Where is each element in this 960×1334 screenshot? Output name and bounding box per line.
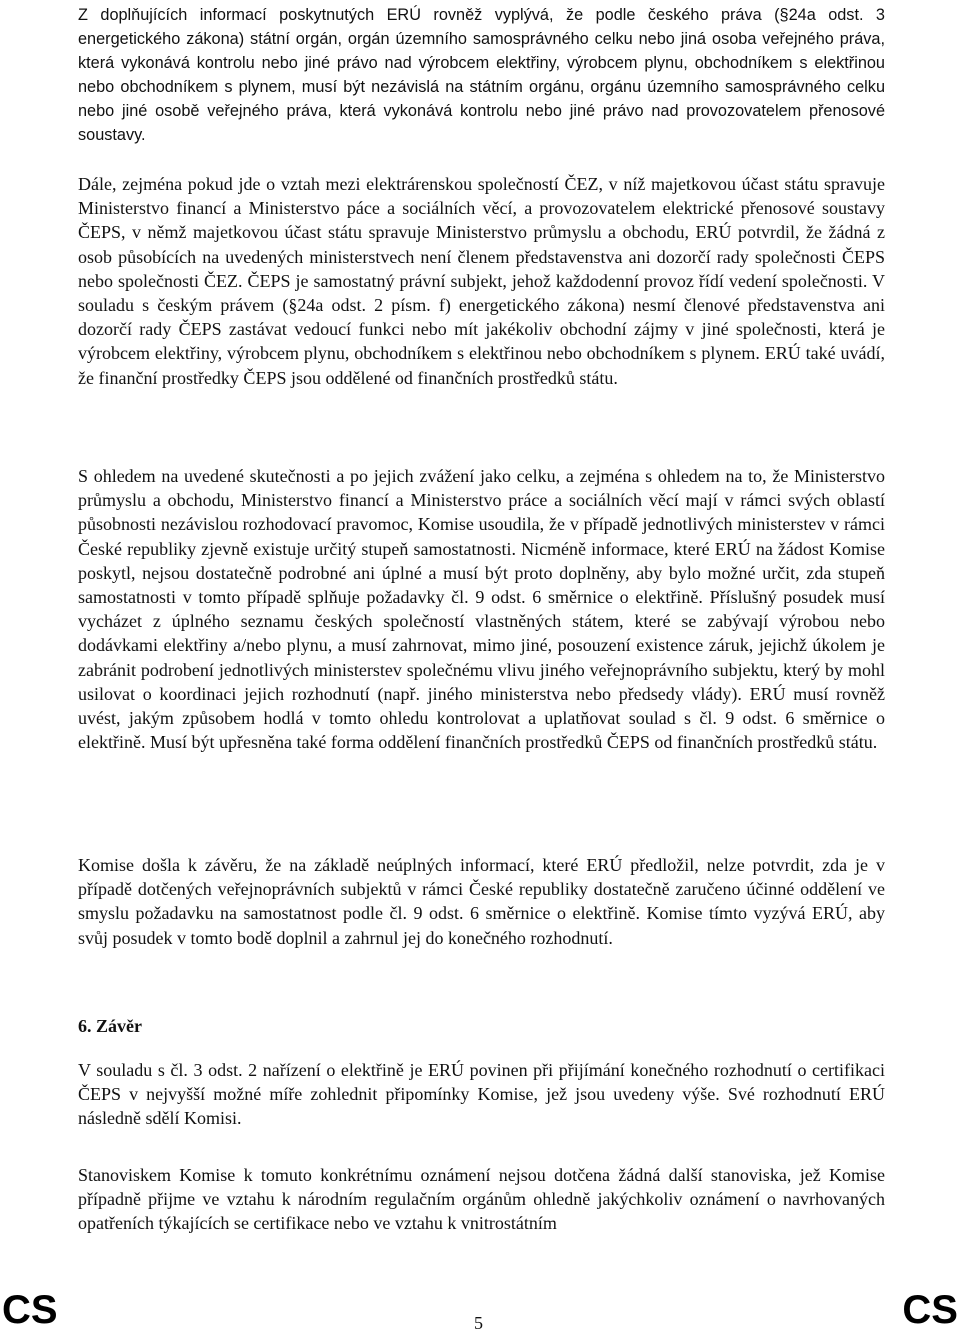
paragraph-additional-information: Z doplňujících informací poskytnutých ERÚ rovněž vyplývá, že podle českého práva (§24a odst. 3 energetického zákona) státní orgán, orgán územního samosprávného celku nebo jiná osoba veřejného práva, která vykonává kontrolu nebo jiné právo nad výrobcem elektřiny, výrobcem plynu, obchodníkem s elektřinou nebo obchodníkem s plynem, musí být nezávislá na státním orgánu, orgánu územního samosprávného celku nebo jiné osobě veřejného práva, která vykonává kontrolu nebo jiné právo nad provozovatelem přenosové soustavy. — [78, 6, 885, 144]
footer-language-right: CS — [902, 1288, 958, 1332]
paragraph-regulation-compliance: V souladu s čl. 3 odst. 2 nařízení o elektřině je ERÚ povinen při přijímání konečného rozhodnutí o certifikaci ČEPS v nejvyšší možné míře zohlednit připomínky Komise, jež jsou uvedeny výše. Své rozhodnutí ERÚ následně sdělí Komisi. — [78, 1060, 885, 1129]
footer-language-left: CS — [2, 1288, 58, 1332]
paragraph-ministries-autonomy: S ohledem na uvedené skutečnosti a po jejich zvážení jako celku, a zejména s ohledem na to, že Ministerstvo průmyslu a obchodu, Ministerstvo financí a Ministerstvo práce a sociálních věcí mají v rámci svých oblastí působnosti nezávislou rozhodovací pravomoc, Komise usoudila, že v případě jednotlivých ministerstev v rámci České republiky zjevně existuje určitý stupeň samostatnosti. Nicméně informace, které ERÚ na žádost Komise poskytl, nejsou dostatečně podrobné ani úplné a musí být proto doplněny, aby bylo možné určit, zda stupeň samostatnosti v tomto případě splňuje požadavky čl. 9 odst. 6 směrnice o elektřině. Příslušný posudek musí vycházet z úplného seznamu českých společností vlastněných státem, které se zabývají výrobou nebo dodávkami elektřiny a/nebo plynu, a musí zahrnovat, mimo jiné, posouzení existence záruk, jejichž úkolem je zabránit podrobení jednotlivých ministerstev společnému vlivu jiného veřejnoprávního subjektu, který by mohl usilovat o koordinaci jejich rozhodnutí (např. jiného ministerstva nebo předsedy vlády). ERÚ musí rovněž uvést, jakým způsobem hodlá v tomto ohledu kontrolovat a uplatňovat soulad s čl. 9 odst. 6 směrnice o elektřině. Musí být upřesněna také forma oddělení finančních prostředků ČEPS od finančních prostředků státu. — [78, 466, 885, 753]
section-heading: 6. Závěr — [78, 1016, 142, 1036]
page-number: 5 — [474, 1313, 483, 1333]
paragraph-commission-opinion: Stanoviskem Komise k tomuto konkrétnímu oznámení nejsou dotčena žádná další stanoviska, jež Komise případně přijme ve vztahu k národním regulačním orgánům ohledně jakýchkoliv oznámení o navrhovaných opatřeních týkajících se certifikace nebo ve vztahu k vnitrostátním — [78, 1165, 885, 1234]
paragraph-cez-ceps-relationship: Dále, zejména pokud jde o vztah mezi elektrárenskou společností ČEZ, v níž majetkovou účast státu spravuje Ministerstvo financí a Ministerstvo páce a sociálních věcí, a provozovatelem elektrické přenosové soustavy ČEPS, v němž majetkovou účast státu spravuje Ministerstvo průmyslu a obchodu, ERÚ potvrdil, že žádná z osob působících na uvedených ministerstvech není členem představenstva ani dozorčí rady společnosti ČEPS nebo společnosti ČEZ. ČEPS je samostatný právní subjekt, jehož každodenní provoz řídí vedení společnosti. V souladu s českým právem (§24a odst. 2 písm. f) energetického zákona) nesmí členové představenstva ani dozorčí rady ČEPS zastávat vedoucí funkci nebo mít jakékoliv obchodní zájmy v jiné společnosti, která je výrobcem elektřiny, výrobcem plynu, obchodníkem s elektřinou nebo obchodníkem s plynem. ERÚ také uvádí, že finanční prostředky ČEPS jsou oddělené od finančních prostředků státu. — [78, 174, 885, 388]
paragraph-commission-conclusion: Komise došla k závěru, že na základě neúplných informací, které ERÚ předložil, nelze potvrdit, zda je v případě dotčených veřejnoprávních subjektů v rámci České republiky dostatečně zaručeno účinné oddělení ve smyslu požadavku na samostatnost podle čl. 9 odst. 6 směrnice o elektřině. Komise tímto vyzývá ERÚ, aby svůj posudek v tomto bodě doplnil a zahrnul jej do konečného rozhodnutí. — [78, 855, 885, 948]
